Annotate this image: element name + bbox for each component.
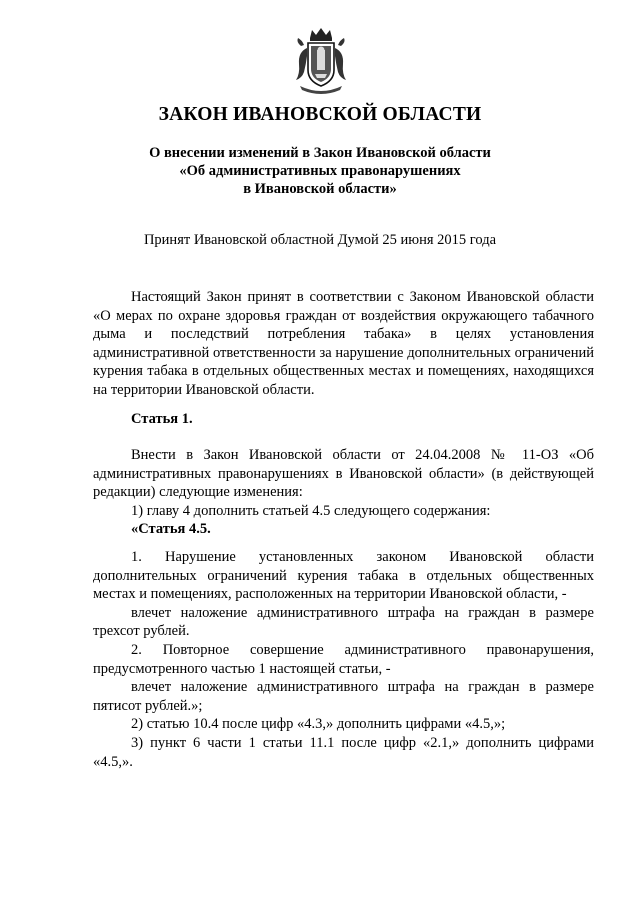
- article-4-5-part-2: 2. Повторное совершение административного правонарушения, предусмотренного частью 1 настоящей статьи, -: [93, 641, 594, 677]
- new-article-body: [93, 548, 594, 771]
- amendment-item-2: 2) статью 10.4 после цифр «4.3,» дополнить цифрами «4.5,»;: [131, 716, 506, 733]
- article-1-heading: Статья 1.: [131, 411, 193, 427]
- article-4-5-part-1-penalty: влечет наложение административного штрафа на граждан в размере трехсот рублей.: [93, 604, 594, 640]
- subtitle-line-3: в Ивановской области»: [243, 181, 397, 197]
- article-1-intro: Внести в Закон Ивановской области от 24.04.2008 № 11-ОЗ «Об административных правонарушениях в Ивановской области» (в действующей редакции) следующие изменения:: [93, 447, 594, 501]
- preamble-block: [93, 288, 594, 400]
- coat-of-arms-emblem: [290, 26, 352, 96]
- article-1-heading-block: [93, 410, 594, 429]
- article-1-body: [93, 446, 594, 539]
- article-4-5-part-1: 1. Нарушение установленных законом Ивановской области дополнительных ограничений курения табака в отдельных общественных местах и помещениях, расположенных на территории Ивановской области, -: [93, 549, 594, 603]
- law-subtitle: [0, 144, 640, 198]
- subtitle-line-2: «Об административных правонарушениях: [179, 163, 461, 179]
- article-4-5-part-2-penalty: влечет наложение административного штрафа на граждан в размере пятисот рублей.»;: [93, 679, 594, 714]
- amendment-item-1: 1) главу 4 дополнить статьей 4.5 следующего содержания:: [131, 502, 491, 519]
- subtitle-line-1: О внесении изменений в Закон Ивановской области: [149, 145, 491, 161]
- new-article-heading: «Статья 4.5.: [131, 521, 211, 538]
- amendment-item-3: 3) пункт 6 части 1 статьи 11.1 после цифр «2.1,» дополнить цифрами «4.5,».: [93, 734, 594, 770]
- adoption-note: Принят Ивановской областной Думой 25 июня 2015 года: [143, 232, 497, 248]
- preamble-paragraph: Настоящий Закон принят в соответствии с Законом Ивановской области «О мерах по охране здоровья граждан от воздействия окружающего табачного дыма и последствий потребления табака» в целях установления административной ответственности за нарушение дополнительных ограничений курения табака в отдельных общественных местах и помещениях, находящихся на территории Ивановской области.: [93, 289, 594, 398]
- document-title: ЗАКОН ИВАНОВСКОЙ ОБЛАСТИ: [158, 104, 482, 125]
